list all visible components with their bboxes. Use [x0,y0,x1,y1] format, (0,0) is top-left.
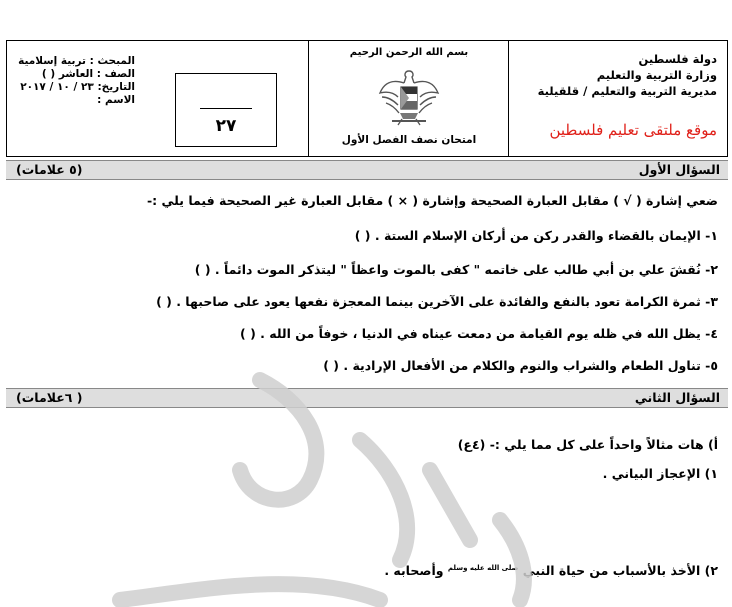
question2-title: السؤال الثاني [634,390,720,405]
exam-title: امتحان نصف الفصل الأول [341,134,477,146]
subject-field: المبحث : تربية إسلامية [18,55,135,67]
question1-title: السؤال الأول [638,162,720,177]
ministry-block [538,51,717,99]
ministry-column [508,41,727,156]
question2-bar [6,388,728,408]
question2-item-2 [384,563,718,578]
site-name: موقع ملتقى تعليم فلسطين [549,121,717,139]
ministry-line-ministry: وزارة التربية والتعليم [596,68,717,82]
question2-item-1: ١) الإعجاز البياني . [602,466,718,481]
exam-header [6,40,728,157]
question1-item-4: ٤- يظل الله في ظله يوم القيامة من دمعت عيناه في الدنيا ، خوفاً من الله . ( ) [240,326,718,341]
question1-bar [6,160,728,180]
student-info-column [7,41,309,156]
question1-item-1: ١- الإيمان بالقضاء والقدر ركن من أركان الإسلام الستة . ( ) [354,228,718,243]
question2-item-2-prefix: ٢) الأخذ بالأسباب من حياة النبي [522,563,718,578]
palestine-eagle-emblem-icon [374,63,444,129]
date-field: التاريخ: ٢٣ / ١٠ / ٢٠١٧ [20,81,135,93]
question1-item-5: ٥- تناول الطعام والشراب والنوم والكلام من الأفعال الإرادية . ( ) [323,358,718,373]
ministry-line-state: دولة فلسطين [638,52,717,66]
ministry-line-directorate: مديرية التربية والتعليم / قلقيلية [537,84,717,98]
name-field: الاسم : [97,94,135,106]
grade-divider [200,108,252,109]
class-field: الصف : العاشر ( ) [41,68,135,80]
student-info [15,55,135,107]
question2-marks: ( ٦علامات) [16,390,83,405]
basmala: بسم الله الرحمن الرحيم [349,47,469,58]
question1-instruction: ضعي إشارة ( √ ) مقابل العبارة الصحيحة وإشارة ( × ) مقابل العبارة غير الصحيحة فيما يلي :- [146,193,718,208]
emblem-column [308,41,509,156]
question2-part-a: أ) هات مثالاً واحداً على كل مما يلي :- (٤ع) [457,437,718,452]
question1-item-2: ٢- نُقشَ علي بن أبي طالب على خاتمه " كفى بالموت واعظاً " ليتذكر الموت دائماً . ( ) [194,262,718,277]
question2-item-2-suffix: وأصحابه . [384,563,444,578]
grade-box [175,73,277,147]
pbuh-honorific: صلى الله عليه وسلم [447,563,519,572]
question1-item-3: ٣- ثمرة الكرامة تعود بالنفع والفائدة على الآخرين بينما المعجزة نفعها يعود على صاحبها . ( ) [156,294,718,309]
grade-total: ٢٧ [215,116,237,136]
question1-marks: (٥ علامات) [16,162,83,177]
